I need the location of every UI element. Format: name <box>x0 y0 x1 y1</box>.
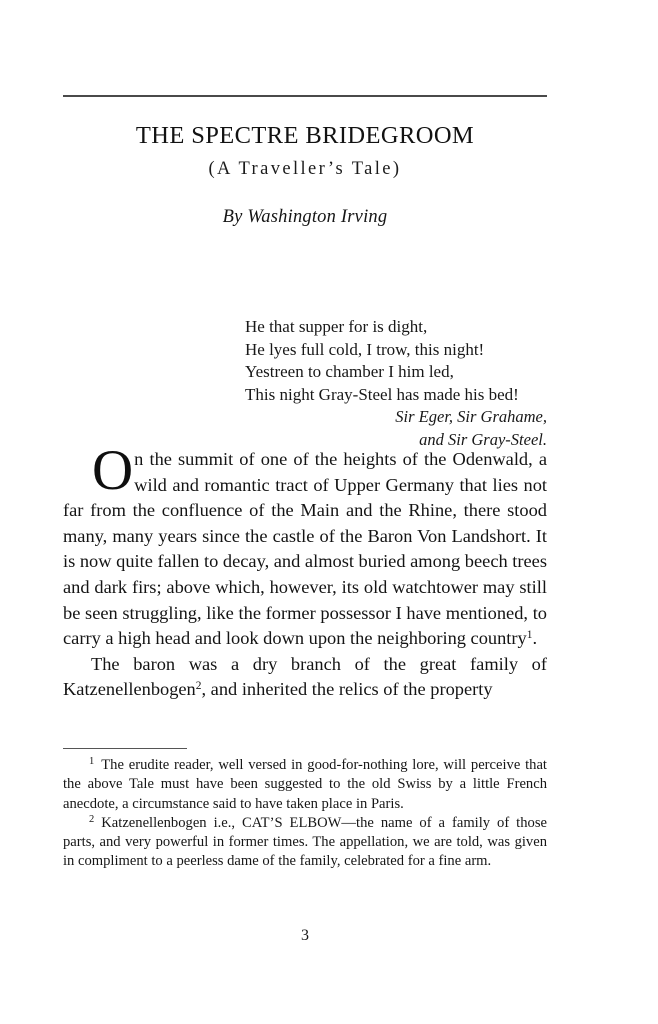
page-title: THE SPECTRE BRIDEGROOM <box>135 122 475 149</box>
footnote-text: Katzenellenbogen i.e., CAT’S ELBOW—the name of a family of those parts, and very powerful in former times. The appellation, we are told, was given in compliment to a peerless dame of the family, celebrated for a fine arm. <box>63 814 547 870</box>
epigraph-line: This night Gray-Steel has made his bed! <box>245 384 519 404</box>
epigraph-line: He lyes full cold, I trow, this night! <box>245 339 485 359</box>
page-number: 3 <box>301 927 309 944</box>
footnote-item <box>63 814 547 872</box>
paragraph-2-text: The baron was a dry branch of the great family of Katzenellenbogen <box>63 653 547 700</box>
title-block <box>63 122 547 228</box>
footnote-number: 2 <box>89 813 95 825</box>
drop-cap: O <box>92 439 134 502</box>
footnotes-block <box>63 748 547 872</box>
epigraph-attribution-line: and Sir Gray-Steel. <box>419 429 547 449</box>
footnote-item <box>63 756 547 814</box>
epigraph-line: He that supper for is dight, <box>245 317 428 336</box>
footnote-number: 1 <box>89 755 95 767</box>
footnote-ref-2[interactable]: 2 <box>195 680 202 693</box>
paragraph-2 <box>63 652 547 703</box>
author-byline: By Washington Irving <box>222 206 388 227</box>
header-rule <box>63 95 547 97</box>
page-subtitle: (A Traveller’s Tale) <box>208 158 402 179</box>
epigraph-block <box>245 316 547 451</box>
footnote-separator-rule <box>63 748 187 749</box>
paragraph-1-text: n the summit of one of the heights of the Odenwald, a wild and romantic tract of Upper Germany that lies not far from the confluence of the Main and the Rhine, there stood many, many years since the castle of the Baron Von Landshort. It is now quite fallen to decay, and almost buried among beech trees and dark firs; above which, however, its old watchtower may still be seen struggling, like the former possessor I have mentioned, to carry a high head and look down upon the neighboring country <box>63 449 547 649</box>
epigraph-attribution-line: Sir Eger, Sir Grahame, <box>395 407 547 427</box>
footnote-ref-1[interactable]: 1 <box>526 629 533 642</box>
footnote-text: The erudite reader, well versed in good-for-nothing lore, will perceive that the above Tale must have been suggested to the old Swiss by a little French anecdote, a circumstance said to have taken place in Paris. <box>63 757 547 812</box>
paragraph-2-tail: , and inherited the relics of the property <box>201 679 493 700</box>
epigraph-line: Yestreen to chamber I him led, <box>245 362 454 382</box>
paragraph-1-tail: . <box>532 628 538 649</box>
